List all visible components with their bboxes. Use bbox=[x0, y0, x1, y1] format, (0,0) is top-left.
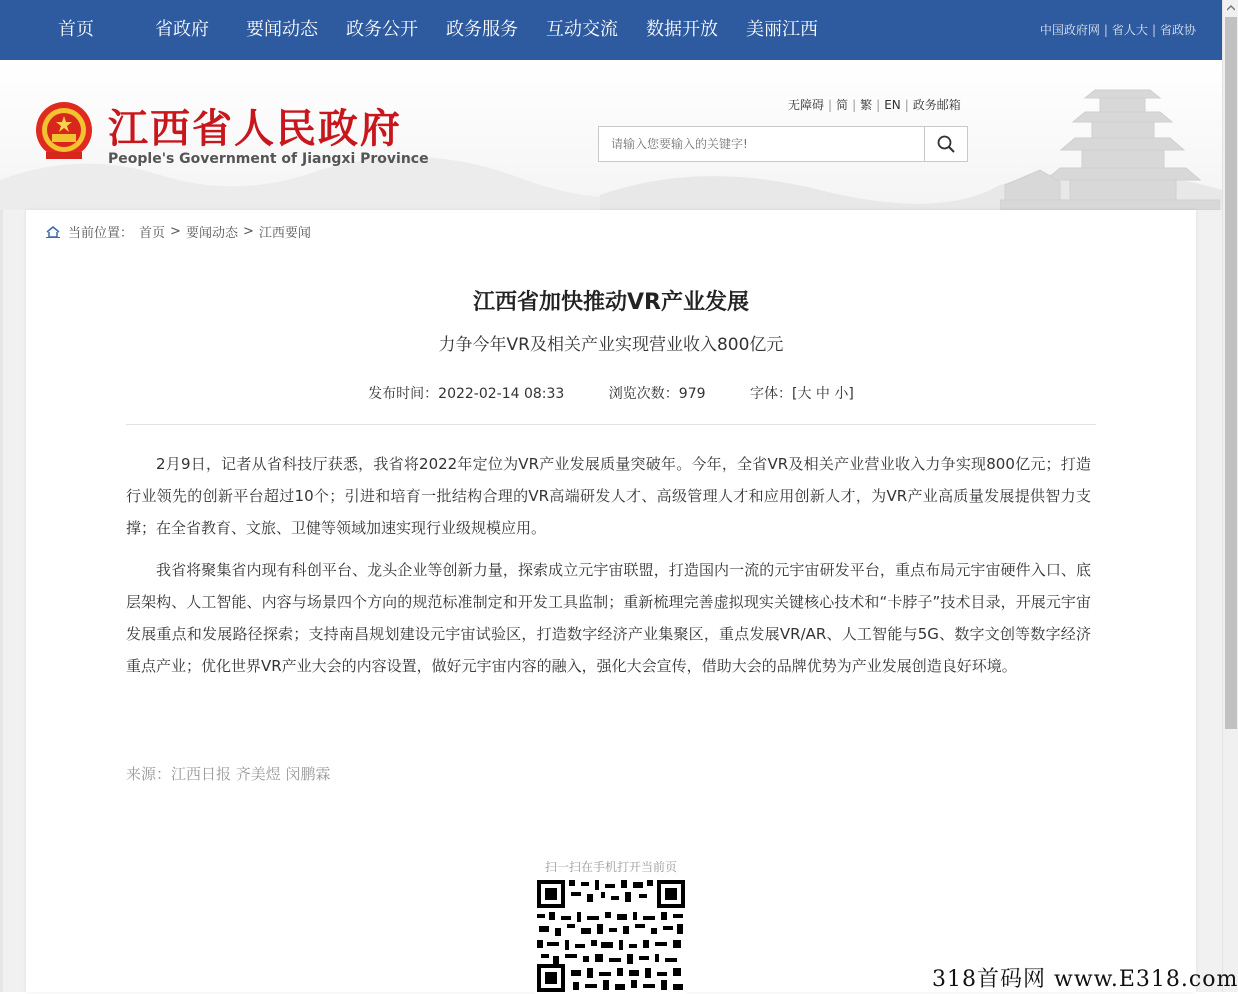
breadcrumb-jiangxi-news[interactable]: 江西要闻 bbox=[258, 226, 311, 241]
national-emblem-icon bbox=[32, 100, 96, 164]
separator: | bbox=[1103, 23, 1108, 37]
pavilion-illustration bbox=[1000, 70, 1220, 210]
view-count-label: 浏览次数： bbox=[608, 386, 679, 402]
nav-item-beautiful-jiangxi[interactable]: 美丽江西 bbox=[746, 19, 818, 40]
top-navigation-bar bbox=[0, 0, 1222, 60]
nav-item-government-affairs[interactable]: 政务公开 bbox=[346, 19, 418, 40]
font-bracket-open: [ bbox=[791, 386, 798, 402]
view-count-value: 979 bbox=[678, 386, 706, 402]
font-bracket-close: ] bbox=[848, 386, 854, 402]
link-gov-mailbox[interactable]: 政务邮箱 bbox=[912, 98, 961, 112]
link-provincial-congress[interactable]: 省人大 bbox=[1111, 23, 1148, 37]
nav-item-government-services[interactable]: 政务服务 bbox=[446, 19, 518, 40]
font-medium-button[interactable]: 中 bbox=[815, 386, 830, 402]
utility-links bbox=[788, 96, 961, 113]
nav-item-news[interactable]: 要闻动态 bbox=[246, 19, 318, 40]
article-subtitle: 力争今年VR及相关产业实现营业收入800亿元 bbox=[438, 335, 784, 355]
nav-item-interaction[interactable]: 互动交流 bbox=[546, 19, 618, 40]
search-button[interactable] bbox=[924, 127, 967, 161]
breadcrumb-news[interactable]: 要闻动态 bbox=[185, 226, 238, 241]
scroll-up-arrow-icon[interactable] bbox=[1223, 0, 1238, 16]
home-icon bbox=[46, 226, 60, 238]
breadcrumb-label: 当前位置： bbox=[68, 226, 134, 241]
top-links bbox=[1040, 0, 1196, 60]
publish-time-value: 2022-02-14 08:33 bbox=[438, 386, 565, 402]
article-meta bbox=[26, 383, 1196, 403]
link-accessibility[interactable]: 无障碍 bbox=[788, 98, 825, 112]
scrollbar-thumb[interactable] bbox=[1225, 17, 1237, 729]
search-box bbox=[598, 126, 968, 162]
publish-time bbox=[368, 386, 564, 402]
article-paragraph: 我省将聚集省内现有科创平台、龙头企业等创新力量，探索成立元宇宙联盟，打造国内一流的元宇宙研发平台，重点布局元宇宙硬件入口、底层架构、人工智能、内容与场景四个方向的规范标准制定和开发工具监制；重新梳理完善虚拟现实关键核心技术和“卡脖子”技术目录，开展元宇宙发展重点和发展路径探索；支持南昌规划建设元宇宙试验区，打造数字经济产业集聚区，重点发展VR/AR、人工智能与5G、数字文创等数字经济重点产业；优化世界VR产业大会的内容设置，做好元宇宙内容的融入，强化大会宣传，借助大会的品牌优势为产业发展创造良好环境。 bbox=[126, 561, 1091, 675]
main-nav bbox=[40, 0, 832, 60]
site-header bbox=[0, 60, 1222, 210]
breadcrumb bbox=[46, 222, 311, 241]
site-title: 江西省人民政府 bbox=[108, 106, 402, 152]
qr-code bbox=[535, 878, 687, 994]
search-icon bbox=[936, 134, 956, 154]
link-english[interactable]: EN bbox=[884, 98, 901, 112]
separator: | bbox=[876, 98, 881, 112]
article-paragraph: 2月9日，记者从省科技厅获悉，我省将2022年定位为VR产业发展质量突破年。今年，全省VR及相关产业营业收入力争实现800亿元；打造行业领先的创新平台超过10个；引进和培育一批结构合理的VR高端研发人才、高级管理人才和应用创新人才，为VR产业高质量发展提供智力支撑；在全省教育、文旅、卫健等领域加速实现行业级规模应用。 bbox=[126, 455, 1091, 537]
link-simplified[interactable]: 简 bbox=[836, 98, 849, 112]
separator: | bbox=[1151, 23, 1156, 37]
link-traditional[interactable]: 繁 bbox=[860, 98, 873, 112]
divider bbox=[126, 424, 1096, 425]
article-source: 来源：江西日报 齐美煜 闵鹏霖 bbox=[126, 765, 331, 783]
view-count bbox=[609, 386, 706, 402]
publish-time-label: 发布时间： bbox=[368, 386, 439, 402]
link-china-gov[interactable]: 中国政府网 bbox=[1039, 23, 1100, 37]
separator: | bbox=[852, 98, 857, 112]
font-large-button[interactable]: 大 bbox=[797, 386, 812, 402]
separator: | bbox=[904, 98, 909, 112]
article-body bbox=[126, 448, 1091, 692]
article-panel bbox=[26, 210, 1196, 992]
nav-item-home[interactable]: 首页 bbox=[58, 19, 94, 40]
nav-item-provincial-government[interactable]: 省政府 bbox=[155, 19, 209, 40]
vertical-scrollbar[interactable] bbox=[1222, 0, 1238, 992]
search-input[interactable] bbox=[599, 127, 923, 161]
qr-label: 扫一扫在手机打开当前页 bbox=[544, 860, 677, 874]
font-small-button[interactable]: 小 bbox=[834, 386, 849, 402]
nav-item-open-data[interactable]: 数据开放 bbox=[646, 19, 718, 40]
breadcrumb-home[interactable]: 首页 bbox=[139, 226, 166, 241]
breadcrumb-separator: > bbox=[242, 224, 254, 239]
breadcrumb-separator: > bbox=[170, 224, 181, 239]
link-provincial-cppcc[interactable]: 省政协 bbox=[1159, 23, 1196, 37]
font-size-switch bbox=[750, 386, 854, 402]
site-subtitle: People's Government of Jiangxi Province bbox=[108, 151, 429, 167]
article-title: 江西省加快推动VR产业发展 bbox=[473, 290, 749, 315]
separator: | bbox=[828, 98, 833, 112]
font-size-label: 字体： bbox=[749, 386, 792, 402]
watermark: 318首码网 www.E318.com bbox=[932, 967, 1238, 992]
